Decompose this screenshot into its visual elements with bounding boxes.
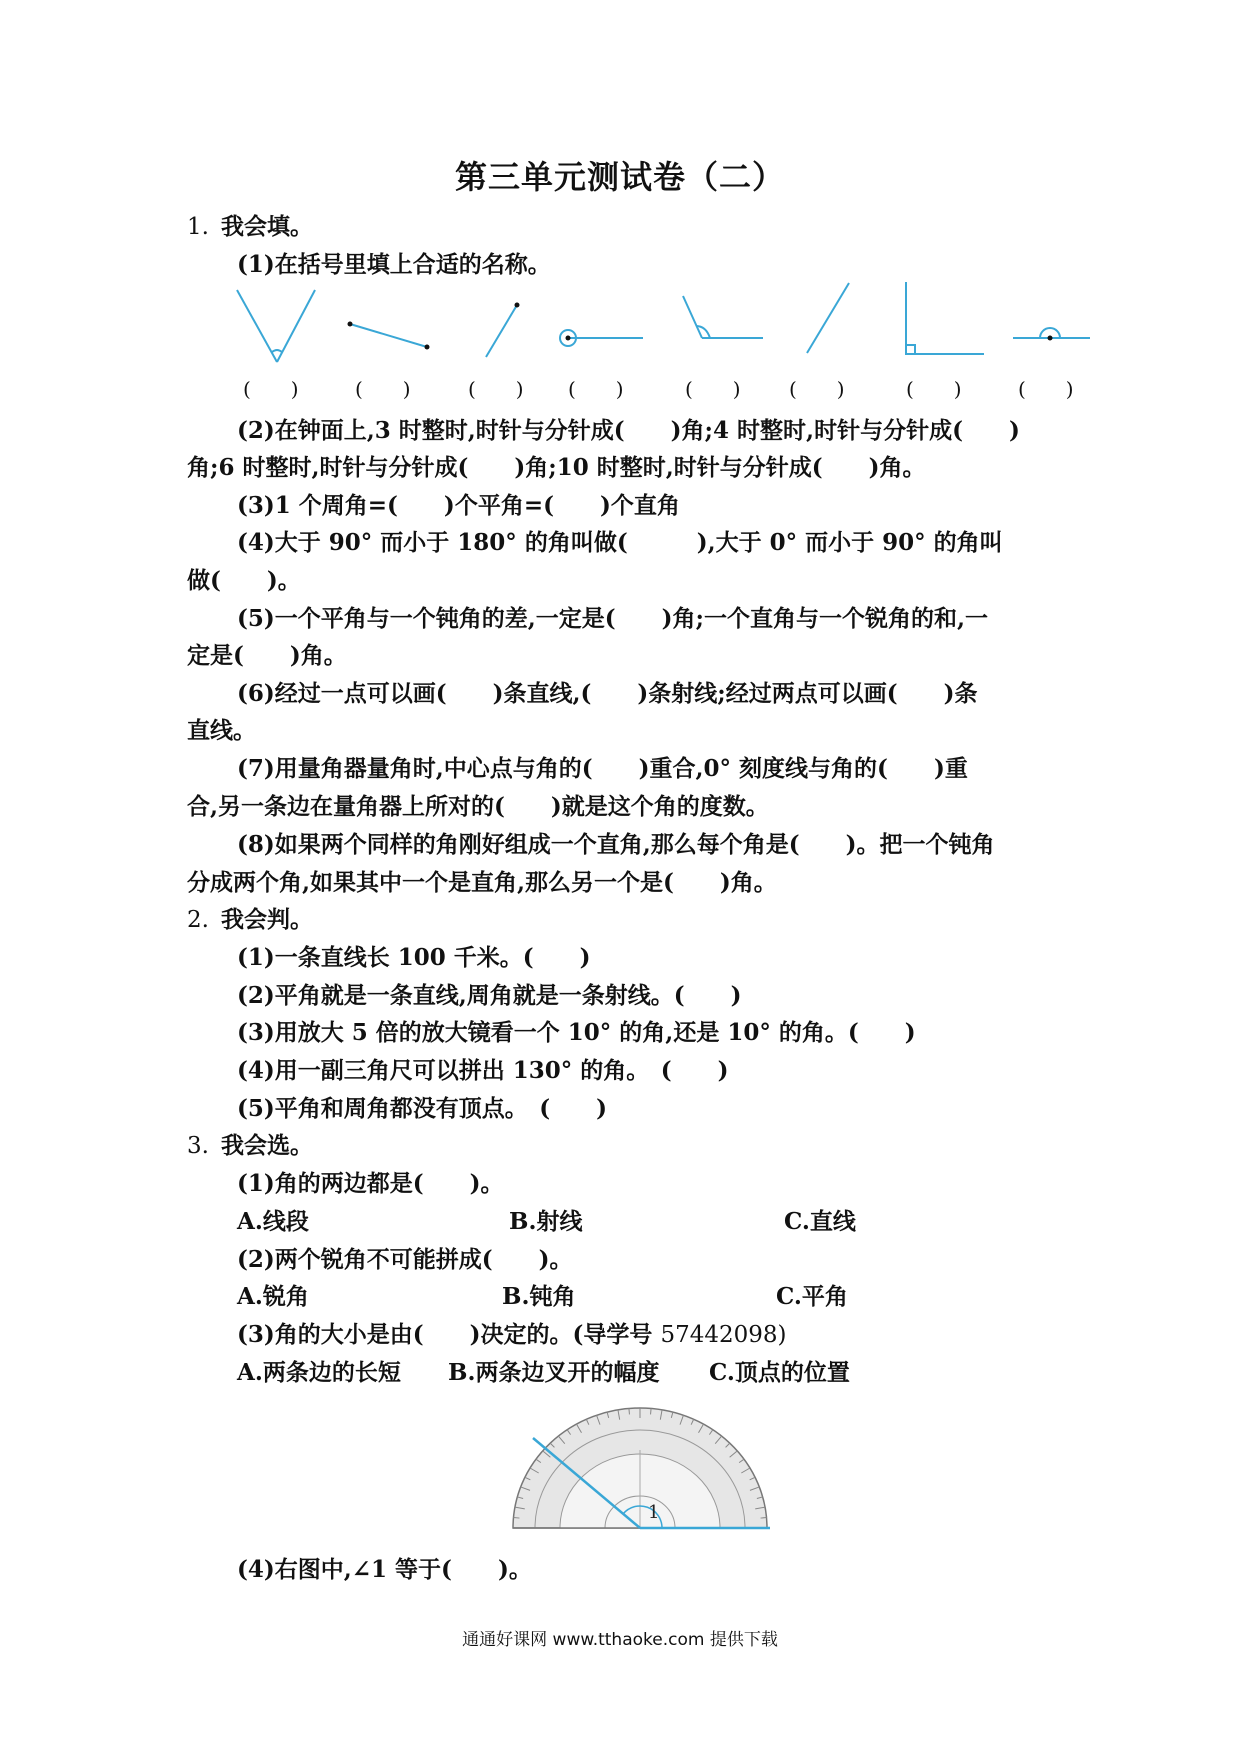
fill-q2-line1: (2)在钟面上,3 时整时,时针与分针成( )角;4 时整时,时针与分针成( ) <box>237 417 1020 444</box>
protractor-tick <box>513 1518 519 1519</box>
figure-5-obtuse-angle <box>683 296 702 338</box>
protractor-tick <box>629 1408 630 1414</box>
protractor-tick <box>761 1518 767 1519</box>
choose-q1-option-a: A.线段 <box>237 1208 309 1235</box>
choose-q2-option-c: C.平角 <box>776 1283 848 1310</box>
fill-q6-line2: 直线。 <box>187 717 256 744</box>
answer-blank-8[interactable]: ( ) <box>1018 377 1074 401</box>
choose-q3-option-b: B.两条边叉开的幅度 <box>448 1359 660 1386</box>
protractor-figure <box>505 1400 775 1535</box>
judge-q2: (2)平角就是一条直线,周角就是一条射线。( ) <box>237 982 742 1009</box>
choose-q2: (2)两个锐角不可能拼成( )。 <box>237 1246 573 1273</box>
fill-q5-line2: 定是( )角。 <box>187 642 347 669</box>
judge-q4: (4)用一副三角尺可以拼出 130° 的角。 ( ) <box>237 1057 729 1084</box>
fill-q7-line1: (7)用量角器量角时,中心点与角的( )重合,0° 刻度线与角的( )重 <box>237 755 968 782</box>
choose-q3-option-c: C.顶点的位置 <box>709 1359 850 1386</box>
section-2-heading: 2. 我会判。 <box>187 906 313 933</box>
figure-3-line <box>486 305 517 357</box>
choose-q4: (4)右图中,∠1 等于( )。 <box>237 1556 532 1583</box>
judge-q5: (5)平角和周角都没有顶点。 ( ) <box>237 1095 608 1122</box>
page-title: 第三单元测试卷（二） <box>454 158 785 196</box>
line-angle-figures <box>230 282 1110 367</box>
figure-1-acute-angle <box>237 290 277 362</box>
study-number: 57442098) <box>660 1322 787 1348</box>
angle-1-label: 1 <box>648 1502 660 1523</box>
fill-q6-line1: (6)经过一点可以画( )条直线,( )条射线;经过两点可以画( )条 <box>237 680 978 707</box>
choose-q1-option-c: C.直线 <box>784 1208 856 1235</box>
answer-blank-7[interactable]: ( ) <box>906 377 962 401</box>
figure-6-line <box>807 283 849 353</box>
section-1-heading: 1. 我会填。 <box>187 213 313 240</box>
fill-q5-line1: (5)一个平角与一个钝角的差,一定是( )角;一个直角与一个锐角的和,一 <box>237 605 989 632</box>
answer-blank-6[interactable]: ( ) <box>789 377 845 401</box>
choose-q1: (1)角的两边都是( )。 <box>237 1170 504 1197</box>
judge-q1: (1)一条直线长 100 千米。( ) <box>237 944 591 971</box>
choose-q3-option-a: A.两条边的长短 <box>237 1359 401 1386</box>
judge-q3: (3)用放大 5 倍的放大镜看一个 10° 的角,还是 10° 的角。( ) <box>237 1019 916 1046</box>
figure-2-line-segment <box>350 324 427 347</box>
fill-q8-line2: 分成两个角,如果其中一个是直角,那么另一个是( )角。 <box>187 869 777 896</box>
fill-q8-line1: (8)如果两个同样的角刚好组成一个直角,那么每个角是( )。把一个钝角 <box>237 831 995 858</box>
choose-q3: (3)角的大小是由( )决定的。(导学号 57442098) <box>237 1321 787 1348</box>
answer-blank-1[interactable]: ( ) <box>243 377 299 401</box>
section-3-heading: 3. 我会选。 <box>187 1132 313 1159</box>
protractor-tick <box>651 1408 652 1414</box>
choose-q2-option-a: A.锐角 <box>237 1283 309 1310</box>
answer-blank-5[interactable]: ( ) <box>685 377 741 401</box>
answer-blank-4[interactable]: ( ) <box>568 377 624 401</box>
fill-q3: (3)1 个周角=( )个平角=( )个直角 <box>237 492 680 519</box>
choose-q1-option-b: B.射线 <box>509 1208 583 1235</box>
footer-source: 通通好课网 www.tthaoke.com 提供下载 <box>462 1630 778 1650</box>
choose-q2-option-b: B.钝角 <box>502 1283 576 1310</box>
fill-q2-line2: 角;6 时整时,时针与分针成( )角;10 时整时,时针与分针成( )角。 <box>187 454 926 481</box>
fill-q7-line2: 合,另一条边在量角器上所对的( )就是这个角的度数。 <box>187 793 769 820</box>
fill-q4-line2: 做( )。 <box>187 567 301 594</box>
answer-blank-3[interactable]: ( ) <box>468 377 524 401</box>
answer-blank-2[interactable]: ( ) <box>355 377 411 401</box>
fill-q1: (1)在括号里填上合适的名称。 <box>237 251 551 278</box>
fill-q4-line1: (4)大于 90° 而小于 180° 的角叫做( ),大于 0° 而小于 90° 的角叫 <box>237 529 1003 556</box>
